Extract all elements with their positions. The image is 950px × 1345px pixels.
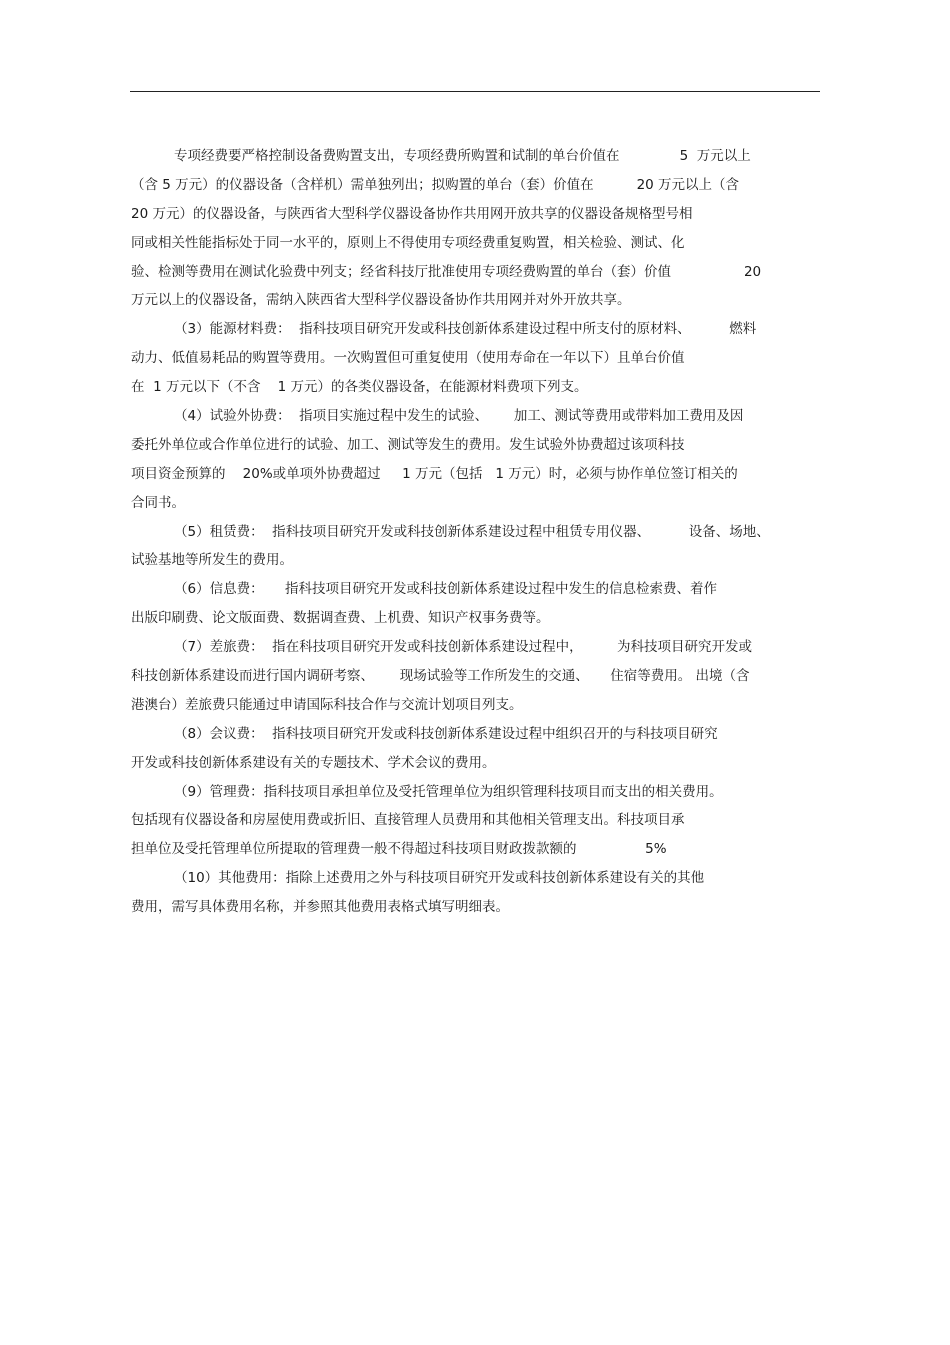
document-line: （4）试验外协费： 指项目实施过程中发生的试验、 加工、测试等费用或带料加工费用及因 — [174, 408, 744, 425]
document-line: 项目资金预算的 20%或单项外协费超过 1 万元（包括 1 万元）时，必须与协作单位签订相关的 — [131, 465, 738, 482]
document-line: 验、检测等费用在测试化验费中列支；经省科技厅批准使用专项经费购置的单台（套）价值 20 — [131, 263, 762, 280]
document-body — [131, 142, 831, 922]
document-line: 港澳台）差旅费只能通过申请国际科技合作与交流计划项目列支。 — [131, 696, 523, 713]
document-line: （5）租赁费： 指科技项目研究开发或科技创新体系建设过程中租赁专用仪器、 设备、场地、 — [174, 523, 770, 540]
document-line: 在 1 万元以下（不含 1 万元）的各类仪器设备，在能源材料费项下列支。 — [131, 379, 588, 396]
document-line: 动力、低值易耗品的购置等费用。一次购置但可重复使用（使用寿命在一年以下）且单台价值 — [131, 350, 685, 367]
document-line: 同或相关性能指标处于同一水平的，原则上不得使用专项经费重复购置，相关检验、测试、化 — [131, 234, 685, 251]
document-line: 试验基地等所发生的费用。 — [131, 552, 293, 569]
document-line: 包括现有仪器设备和房屋使用费或折旧、直接管理人员费用和其他相关管理支出。科技项目承 — [131, 812, 685, 829]
document-line: 万元以上的仪器设备，需纳入陕西省大型科学仪器设备协作共用网并对外开放共享。 — [131, 292, 631, 309]
document-line: （10）其他费用：指除上述费用之外与科技项目研究开发或科技创新体系建设有关的其他 — [174, 870, 705, 887]
document-line: 出版印刷费、论文版面费、数据调查费、上机费、知识产权事务费等。 — [131, 610, 550, 627]
document-line: 开发或科技创新体系建设有关的专题技术、学术会议的费用。 — [131, 754, 496, 771]
document-line: 科技创新体系建设而进行国内调研考察、 现场试验等工作所发生的交通、 住宿等费用。 出境（含 — [131, 668, 750, 685]
document-line: 担单位及受托管理单位所提取的管理费一般不得超过科技项目财政拨款额的 5% — [131, 841, 667, 858]
document-line: （6）信息费： 指科技项目研究开发或科技创新体系建设过程中发生的信息检索费、着作 — [174, 581, 718, 598]
document-line: 专项经费要严格控制设备费购置支出，专项经费所购置和试制的单台价值在 5 万元以上 — [174, 148, 751, 164]
document-line: （含 5 万元）的仪器设备（含样机）需单独列出；拟购置的单台（套）价值在 20 万元以上（含 — [131, 176, 740, 193]
document-line: 委托外单位或合作单位进行的试验、加工、测试等发生的费用。发生试验外协费超过该项科技 — [131, 436, 685, 453]
document-line: （9）管理费：指科技项目承担单位及受托管理单位为组织管理科技项目而支出的相关费用。 — [174, 783, 723, 800]
document-line: （7）差旅费： 指在科技项目研究开发或科技创新体系建设过程中， 为科技项目研究开发或 — [174, 639, 753, 656]
document-line: （3）能源材料费： 指科技项目研究开发或科技创新体系建设过程中所支付的原材料、 燃料 — [174, 321, 757, 338]
header-rule — [130, 91, 820, 92]
document-line: 合同书。 — [131, 494, 185, 511]
document-line: 费用，需写具体费用名称，并参照其他费用表格式填写明细表。 — [131, 899, 509, 916]
document-line: 20 万元）的仪器设备，与陕西省大型科学仪器设备协作共用网开放共享的仪器设备规格型号相 — [131, 205, 693, 222]
document-line: （8）会议费： 指科技项目研究开发或科技创新体系建设过程中组织召开的与科技项目研究 — [174, 725, 718, 742]
